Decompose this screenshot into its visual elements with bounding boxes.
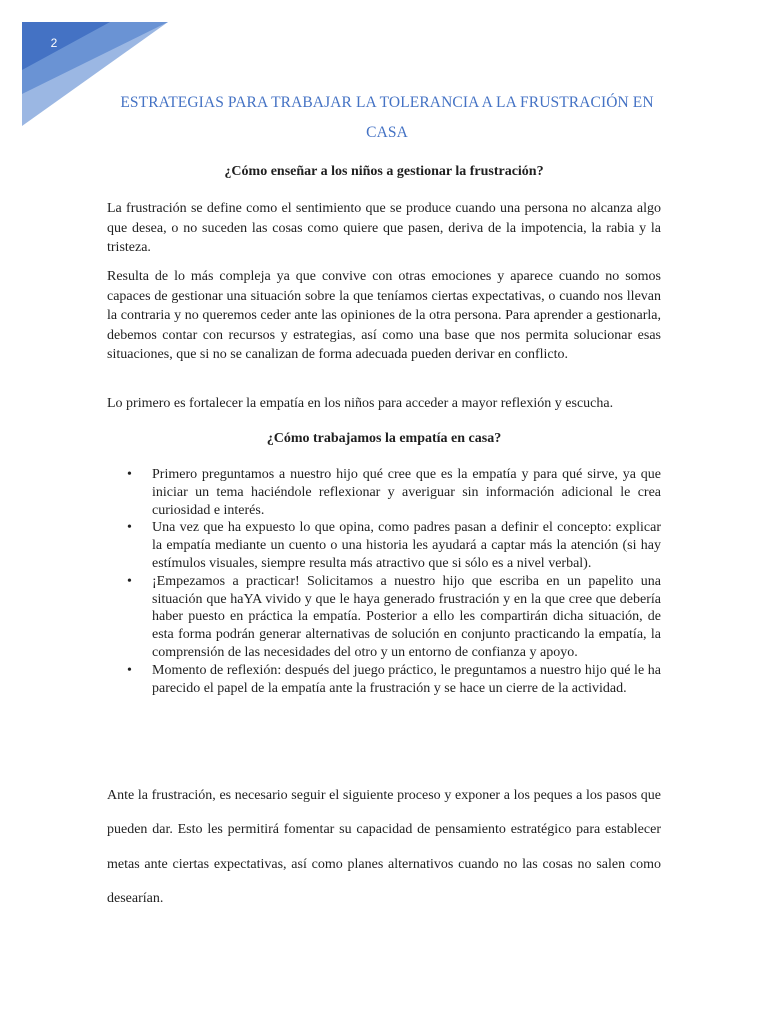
strategy-list [107, 466, 661, 697]
list-item [107, 573, 661, 662]
list-item-text: Primero preguntamos a nuestro hijo qué cree que es la empatía y para qué sirve, ya que iniciar un tema haciéndole reflexionar y averiguar sin información adicional le crea curiosidad e interés. [152, 467, 661, 518]
paragraph-complejidad: Resulta de lo más compleja ya que convive con otras emociones y aparece cuando no somos capaces de gestionar una situación sobre la que teníamos ciertas expectativas, o cuando nos llevan la contraria y no queremos ceder ante las opiniones de la otra persona. Para aprender a gestionarla, debemos contar con recursos y estrategias, así como una base que nos permita solucionar esas situaciones, que si no se canalizan de forma adecuada pueden derivar en conflicto. [107, 269, 661, 362]
bullet-icon: • [127, 573, 132, 589]
paragraph-definicion: La frustración se define como el sentimiento que se produce cuando una persona no alcanza algo que desea, o no suceden las cosas como quiere que pasen, deriva de la impotencia, la rabia y la tristeza. [107, 201, 661, 255]
page-number: 2 [50, 36, 58, 50]
list-item [107, 519, 661, 572]
document-title: ESTRATEGIAS PARA TRABAJAR LA TOLERANCIA A LA FRUSTRACIÓN EN CASA [120, 94, 654, 141]
list-item-text: Una vez que ha expuesto lo que opina, como padres pasan a definir el concepto: explicar la empatía mediante un cuento o una historia les ayudará a captar más la atención (si hay estímulos visuales, siempre resulta más atractivo que si sólo es a nivel verbal). [152, 520, 661, 571]
bullet-icon: • [127, 662, 132, 678]
heading-empatia-casa: ¿Cómo trabajamos la empatía en casa? [266, 431, 502, 446]
list-item [107, 466, 661, 519]
list-item [107, 662, 661, 698]
list-item-text: Momento de reflexión: después del juego práctico, le preguntamos a nuestro hijo qué le ha parecido el papel de la empatía ante la frustración y se hace un cierre de la actividad. [152, 662, 661, 696]
paragraph-proceso: Ante la frustración, es necesario seguir el siguiente proceso y exponer a los peques a los pasos que pueden dar. Esto les permitirá fomentar su capacidad de pensamiento estratégico para establecer metas ante ciertas expectativas, así como planes alternativos cuando no las cosas no salen como desearían. [107, 788, 661, 906]
list-item-text: ¡Empezamos a practicar! Solicitamos a nuestro hijo que escriba en un papelito una situación que haYA vivido y que le haya generado frustración y en la que cree que debería haber puesto en práctica la empatía. Posterior a ello les compartirán dicha situación, de esta forma podrán generar alternativas de solución en conjunto practicando la empatía, la comprensión de las necesidades del otro y un entorno de confianza y apoyo. [152, 573, 661, 660]
bullet-icon: • [127, 520, 132, 536]
bullet-icon: • [127, 467, 132, 482]
paragraph-empatia: Lo primero es fortalecer la empatía en los niños para acceder a mayor reflexión y escucha. [107, 396, 614, 411]
heading-gestionar-frustracion: ¿Cómo enseñar a los niños a gestionar la frustración? [224, 164, 544, 179]
